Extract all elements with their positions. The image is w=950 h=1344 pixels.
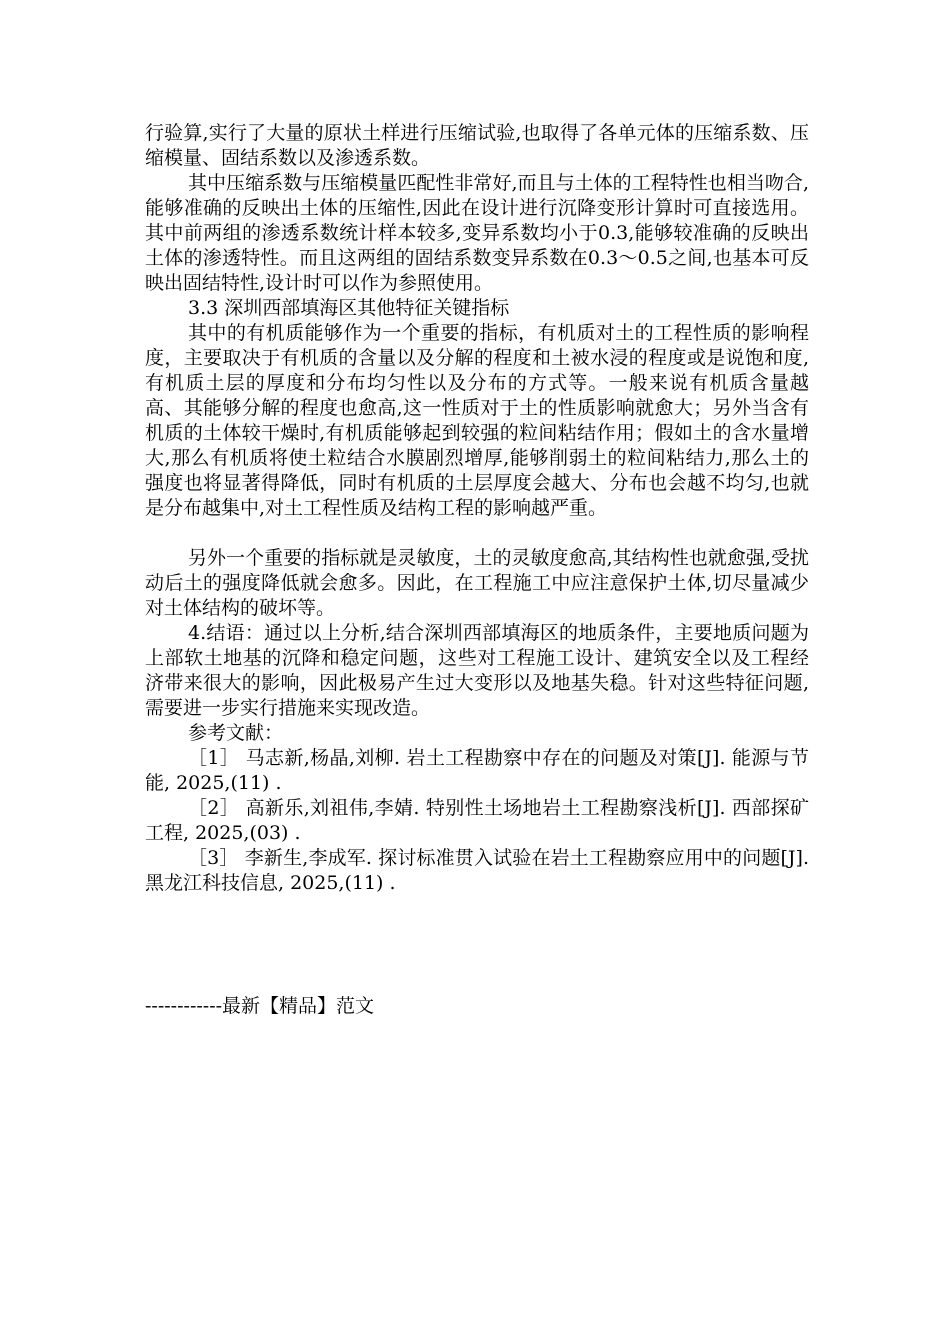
reference-item-2: ［2］ 高新乐,刘祖伟,李婧. 特别性土场地岩土工程勘察浅析[J]. 西部探矿工程, 2025,(03) . <box>145 797 809 844</box>
paragraph-compression-analysis: 其中压缩系数与压缩模量匹配性非常好,而且与土体的工程特性也相当吻合,能够准确的反映出土体的压缩性,因此在设计进行沉降变形计算时可直接选用。其中前两组的渗透系数统计样本较多,变异系数均小于0.3,能够较准确的反映出土体的渗透特性。而且这两组的固结系数变异系数在0.3～0.5之间,也基本可反映出固结特性,设计时可以作为参照使用。 <box>145 172 809 294</box>
footer-text: ------------最新【精品】范文 <box>145 995 375 1017</box>
reference-item-3: ［3］ 李新生,李成军. 探讨标准贯入试验在岩土工程勘察应用中的问题[J]. 黑龙江科技信息, 2025,(11) . <box>145 847 809 894</box>
references-heading: 参考文献： <box>188 722 284 744</box>
section-heading-3-3: 3.3 深圳西部填海区其他特征关键指标 <box>188 297 510 319</box>
paragraph-continuation: 行验算,实行了大量的原状土样进行压缩试验,也取得了各单元体的压缩系数、压缩模量、固结系数以及渗透系数。 <box>145 122 809 169</box>
document-body <box>145 121 809 896</box>
reference-item-1: ［1］ 马志新,杨晶,刘柳. 岩土工程勘察中存在的问题及对策[J]. 能源与节能, 2025,(11) . <box>145 747 809 794</box>
paragraph-spacer <box>145 521 809 546</box>
paragraph-sensitivity: 另外一个重要的指标就是灵敏度，土的灵敏度愈高,其结构性也就愈强,受扰动后土的强度降低就会愈多。因此，在工程施工中应注意保护土体,切尽量减少对土体结构的破坏等。 <box>145 547 809 619</box>
paragraph-organic-matter: 其中的有机质能够作为一个重要的指标，有机质对土的工程性质的影响程度，主要取决于有机质的含量以及分解的程度和土被水浸的程度或是说饱和度,有机质土层的厚度和分布均匀性以及分布的方式等。一般来说有机质含量越高、其能够分解的程度也愈高,这一性质对于土的性质影响就愈大；另外当含有机质的土体较干燥时,有机质能够起到较强的粒间粘结作用；假如土的含水量增大,那么有机质将使土粒结合水膜剧烈增厚,能够削弱土的粒间粘结力,那么土的强度也将显著得降低，同时有机质的土层厚度会越大、分布也会越不均匀,也就是分布越集中,对土工程性质及结构工程的影响越严重。 <box>145 322 809 519</box>
paragraph-conclusion: 4.结语：通过以上分析,结合深圳西部填海区的地质条件，主要地质问题为上部软土地基的沉降和稳定问题，这些对工程施工设计、建筑安全以及工程经济带来很大的影响，因此极易产生过大变形以及地基失稳。针对这些特征问题,需要进一步实行措施来实现改造。 <box>145 622 809 719</box>
